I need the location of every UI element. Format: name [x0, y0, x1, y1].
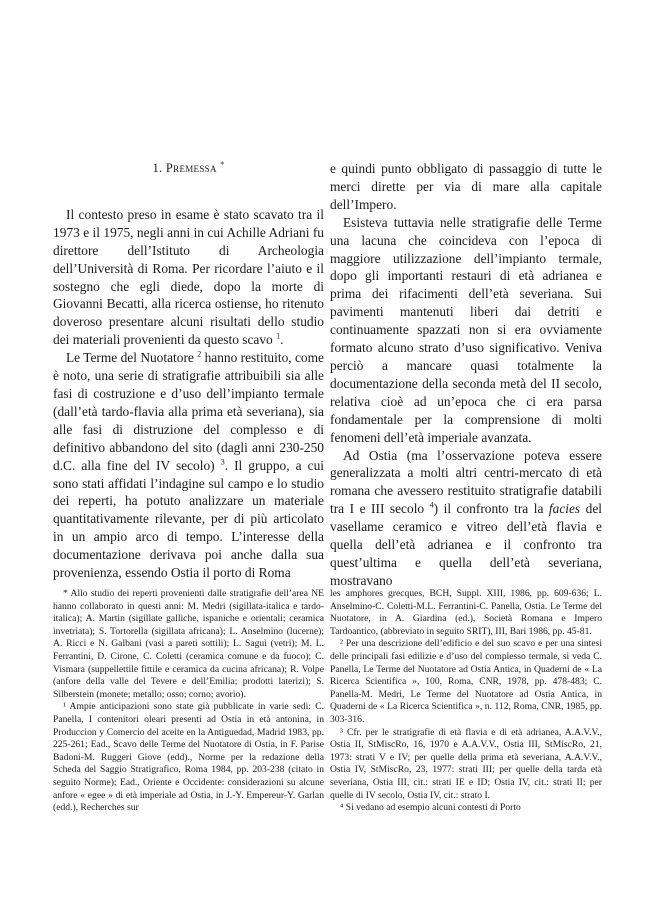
footnote: ² Per una descrizione dell’edificio e del suo scavo e per una sintesi delle principali fasi edilizie e d’uso del complesso termale, si veda C. Panella, Le Terme del Nuotatore ad Ostia Antica, in Quaderni de « La Ricerca Scientifica », 100, Roma, CNR, 1978, pp. 478-483; C. Panella-M. Medri, Le Terme del Nuotatore ad Ostia Antica, in Quaderni de « La Ricerca Scientifica », n. 112, Roma, CNR, 1985, pp. 303-316. [330, 638, 602, 725]
section-heading [53, 160, 324, 178]
paragraph: Esisteva tuttavia nelle stratigrafie delle Terme una lacuna che coincideva con l’epoca di maggiore utilizzazione dell’impianto termale, dopo gli importanti restauri di età adrianea e prima dei rifacimenti dell’età severiana. Sui pavimenti mantenuti liberi dai detriti e continuamente spazzati non si era ovviamente formato alcuno strato d’uso significativo. Veniva perciò a mancare quasi totalmente la documentazione della seconda metà del II secolo, relativa cioè ad un’epoca che ci era parsa fondamentale per la comprensione di molti fenomeni dell’età imperiale avanzata. [330, 214, 602, 445]
body-column-right [330, 160, 602, 590]
footnote: les amphores grecques, BCH, Suppl. XIII, 1986, pp. 609-636; L. Anselmino-C. Coletti-M.L. Ferrantini-C. Panella, Ostia. Le Terme del Nuotatore, in A. Giardina (ed.), Società Romana e Impero Tardoantico, (abbreviato in seguito SRIT), III, Bari 1986, pp. 45-81. [330, 588, 602, 637]
footnote: * Allo studio dei reperti provenienti dalle stratigrafie dell’area NE hanno collaborato in questi anni: M. Medri (sigillata-italica e tardo-italica); A. Martin (sigillate galliche, ispaniche e orientali; ceramica invetriata); S. Tortorella (sigillata africana); L. Anselmino (lucerne); A. Ricci e N. Galbani (vasi a pareti sottili); L. Saguì (vetri); M. L. Ferrantini, D. Cirone, C. Coletti (ceramica comune e da fuoco); C. Vismara (suppellettile fittile e ceramica da cucina africana); R. Volpe (anfore della valle del Tevere e dell’Emilia; prodotti laterizi); S. Silberstein (monete; metallo; osso; corno; avorio). [53, 588, 324, 700]
footnotes-right [330, 588, 602, 815]
body-column-left [53, 160, 324, 582]
paragraph: Ad Ostia (ma l’osservazione poteva essere generalizzata a molti altri centri-mercato di età romana che avessero restituito stratigrafie databili tra I e III secolo $^4$) il confronto tra la facies del vasellame ceramico e vitreo dell’età flavia e quella dell’età adrianea e il confronto tra quest’ultima e quella dell’età severiana, mostravano [330, 447, 603, 588]
paragraph: Le Terme del Nuotatore $^2$ hanno restituito, come è noto, una serie di stratigrafie attribuibili sia alle fasi di costruzione e d’uso dell’impianto termale (dall’età tardo-flavia alla prima età severiana), sia alle fasi di distruzione del complesso e di definitivo abbandono del sito (dagli anni 230-250 d.C. alla fine del IV secolo) $^3$. Il gruppo, a cui sono stati affidati l’indagine sul campo e lo studio dei reperti, ha potuto analizzare un materiale quantitativamente rilevante, per di più articolato in un ampio arco di tempo. L’interesse della documentazione derivava poi anche dalla sua provenienza, essendo Ostia il porto di Roma [53, 349, 324, 581]
footnote: ⁴ Si vedano ad esempio alcuni contesti di Porto [340, 802, 521, 814]
section-footnote-mark: * [220, 159, 225, 169]
paragraph: e quindi punto obbligato di passaggio di tutte le merci dirette per via di mare alla capitale dell’Impero. [330, 161, 602, 212]
footnote: ³ Cfr. per le stratigrafie di età flavia e di età adrianea, A.A.V.V., Ostia II, StMiscRo, 16, 1970 e A.A.V.V., Ostia III, StMiscRo, 21, 1973: strati V e IV; per quelle della prima età severiana, A.A.V.V., Ostia IV, StMiscRo, 23, 1977: strati III; per quelle della tarda età severiana, Ostia III, cit.: strati IE e ID; Ostia IV, cit.: strati II; per quelle di IV secolo, Ostia IV, cit.: strato I. [330, 726, 602, 801]
footnote: ¹ Ampie anticipazioni sono state già pubblicate in varie sedi: C. Panella, I contenitori oleari presenti ad Ostia in età antonina, in Produccion y Comercio del aceite en la Antiguedad, Madrid 1983, pp. 225-261; Ead., Scavo delle Terme del Nuotatore di Ostia, in F. Parise Badoni-M. Ruggeri Giove (edd)., Norme per la redazione della Scheda del Saggio Stratigrafico, Roma 1984, pp. 203-238 (citato in seguito Norme); Ead., Oriente e Occidente: considerazioni su alcune anfore « egee » di età imperiale ad Ostia, in J.-Y. Empereur-Y. Garlan (edd.), Recherches sur [53, 701, 324, 814]
footnote-ref: 2 [197, 349, 202, 359]
footnotes-left [53, 588, 324, 815]
footnote-ref: 1 [276, 331, 281, 341]
footnote-ref: 4 [429, 500, 434, 510]
paragraph: Il contesto preso in esame è stato scavato tra il 1973 e il 1975, negli anni in cui Achille Adriani fu direttore dell’Istituto di Archeologia dell’Università di Roma. Per ricordare l’aiuto e il sostegno che egli diede, dopo la morte di Giovanni Becatti, alla ricerca ostiense, ho ritenuto doveroso presentare alcuni risultati dello studio dei materiali provenienti da questo scavo $^1$. [53, 206, 324, 348]
section-number: 1. [152, 161, 163, 175]
footnote-ref: 3 [220, 457, 225, 467]
section-title: Premessa [165, 161, 217, 175]
